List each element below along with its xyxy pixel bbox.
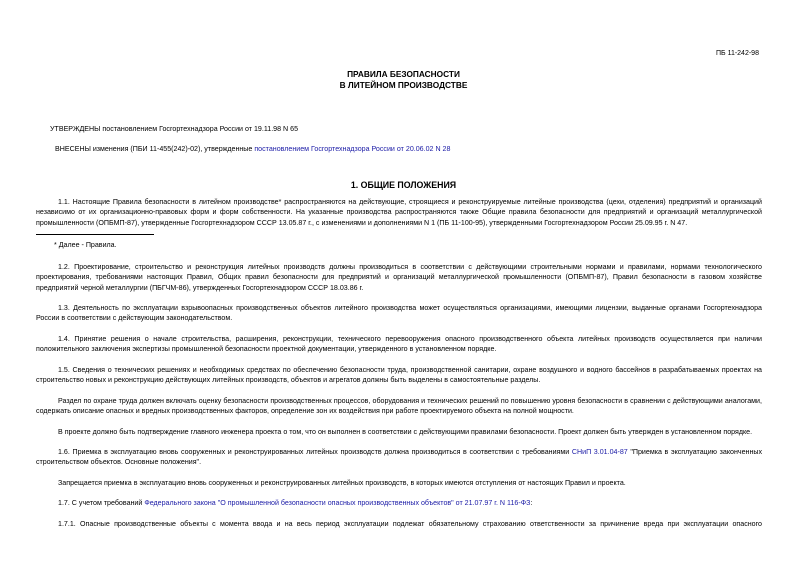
paragraph-1-7-1 <box>36 519 762 529</box>
federal-law-link[interactable]: Федерального закона "О промышленной безопасности опасных производственных объектов" от 21.07.97 г. N 116-ФЗ <box>144 499 531 507</box>
approved-text: постановлением Госгортехнадзора России от 19.11.98 N 65 <box>100 125 299 133</box>
snip-link[interactable]: СНиП 3.01.04-87 <box>571 448 628 456</box>
paragraph-labor-safety <box>36 396 762 417</box>
paragraph-1-2 <box>36 262 762 293</box>
paragraph-labor-safety-text: Раздел по охране труда должен включать оценку безопасности производственных процессов, оборудования и технических решений по повышению уровня безопасности в сравнении с действующими аналогами, содержать описание опасных и вредных производственных факторов, определение зон их воздействия при работе проектируемого объекта на полной мощности. <box>36 397 762 416</box>
paragraph-chief-engineer <box>36 427 762 437</box>
document-title <box>0 69 807 91</box>
paragraph-1-1 <box>36 197 762 228</box>
approved-label: УТВЕРЖДЕНЫ <box>50 125 101 133</box>
paragraph-1-4-text: 1.4. Принятие решения о начале строительства, расширения, реконструкции, технического перевооружения опасного производственного объекта литейных производств осуществляется при наличии положительного заключения экспертизы промышленной безопасности проектной документации, утвержденного в установленном порядке. <box>36 335 762 354</box>
document-number: ПБ 11-242-98 <box>716 50 759 57</box>
amendment-decree-link[interactable]: постановлением Госгортехнадзора России от 20.06.02 N 28 <box>254 145 451 153</box>
footnote: * Далее - Правила. <box>54 241 117 249</box>
paragraph-1-1-text: 1.1. Настоящие Правила безопасности в литейном производстве* распространяются на действующие, строящиеся и реконструируемые литейные производства (цехи, отделения) предприятий и организаций независимо от их организационно-правовых форм и форм собственности. На указанные производства распространяются также Общие правила безопасности для предприятий и организаций металлургической промышленности (ОПБМП-87), утвержденные Госгортехнадзором СССР 13.05.87 г., с изменениями и дополнениями N 1 (ПБ 11-100-95), утвержденными Госгортехнадзором России 25.09.95 г. N 47. <box>36 198 762 227</box>
paragraph-chief-engineer-text: В проекте должно быть подтверждение главного инженера проекта о том, что он выполнен в соответствии с действующими правилами безопасности. Проект должен быть утвержден в установленном порядке. <box>58 428 753 436</box>
amended-text: изменения (ПБИ 11-455(242)-02), утвержденные <box>90 145 255 153</box>
paragraph-1-5-text: 1.5. Сведения о технических решениях и необходимых средствах по обеспечению безопасности труда, производственной санитарии, охране воздушного и водного бассейнов в разрабатываемых проектах на строительство новых и реконструкцию действующих литейных производств, объектов и агрегатов должны быть выделены в самостоятельные разделы. <box>36 366 762 385</box>
paragraph-1-7 <box>36 498 762 508</box>
paragraph-prohibition <box>36 478 762 488</box>
paragraph-prohibition-text: Запрещается приемка в эксплуатацию вновь сооруженных и реконструированных литейных производств, в которых имеются отступления от настоящих Правил и проекта. <box>58 479 626 487</box>
paragraph-1-5 <box>36 365 762 386</box>
paragraph-1-3-text: 1.3. Деятельность по эксплуатации взрывоопасных производственных объектов литейного производства может осуществляться организациями, имеющими лицензии, выданные органами Госгортехнадзора России в соответствии с действующим законодательством. <box>36 304 762 323</box>
paragraph-1-4 <box>36 334 762 355</box>
paragraph-1-7-before: 1.7. С учетом требований <box>58 499 145 507</box>
paragraph-1-6-before: 1.6. Приемка в эксплуатацию вновь сооруженных и реконструированных литейных производств должна производиться в соответствии с требованиями <box>58 448 572 456</box>
paragraph-1-2-text: 1.2. Проектирование, строительство и реконструкция литейных производств должны производиться в соответствии с действующими строительными нормами и правилами, нормами технологического проектирования, требованиями настоящих Правил, Общих правил безопасности для предприятий и организаций металлургической промышленности (ОПБМП-87), Правил безопасности в газовом хозяйстве предприятий черной металлургии (ПБГЧМ-86), утвержденных Госгортехнадзором СССР 18.03.86 г. <box>36 263 762 292</box>
paragraph-1-6-after: "Приемка в эксплуатацию законченных строительством объектов. Основные положения". <box>36 448 763 467</box>
section-heading: 1. ОБЩИЕ ПОЛОЖЕНИЯ <box>350 180 457 190</box>
paragraph-1-7-after: : <box>530 499 533 507</box>
amended-label: ВНЕСЕНЫ <box>55 145 91 153</box>
footnote-divider <box>36 234 154 235</box>
title-line-2: В ЛИТЕЙНОМ ПРОИЗВОДСТВЕ <box>339 80 468 90</box>
paragraph-1-7-1-text: 1.7.1. Опасные производственные объекты с момента ввода и на весь период эксплуатации подлежат обязательному страхованию ответственности за причинение вреда при эксплуатации опасного <box>58 520 762 528</box>
amended-line <box>55 144 450 154</box>
title-line-1: ПРАВИЛА БЕЗОПАСНОСТИ <box>347 69 460 79</box>
approved-line <box>50 124 298 134</box>
paragraph-1-6 <box>36 447 762 468</box>
paragraph-1-3 <box>36 303 762 324</box>
